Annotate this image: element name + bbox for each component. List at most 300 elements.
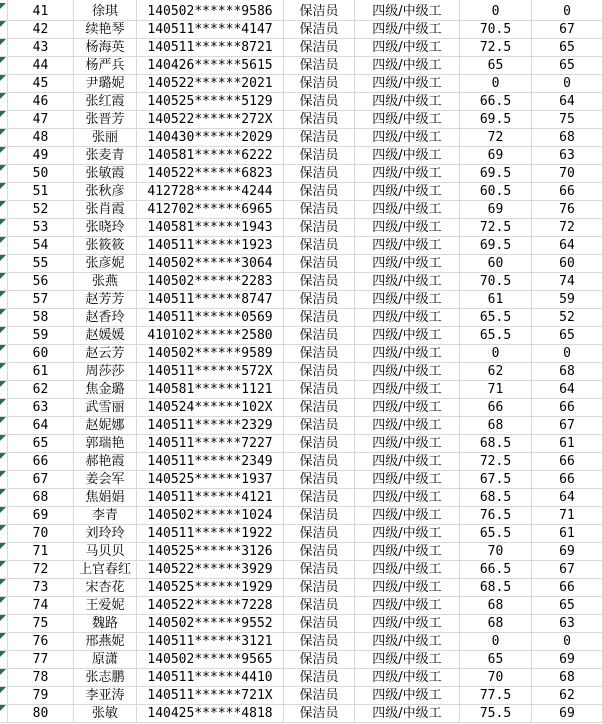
cell-serial-number[interactable]: 52 — [8, 201, 74, 219]
cell-indicator[interactable] — [0, 39, 8, 57]
cell-score-2[interactable]: 0 — [532, 345, 603, 363]
cell-name[interactable]: 原潇 — [74, 651, 137, 669]
cell-name[interactable]: 郝艳霞 — [74, 453, 137, 471]
cell-id-number[interactable]: 140522******7228 — [137, 597, 284, 615]
cell-skill-level[interactable]: 四级/中级工 — [355, 3, 460, 21]
cell-job[interactable]: 保洁员 — [284, 75, 355, 93]
cell-job[interactable]: 保洁员 — [284, 183, 355, 201]
cell-score-1[interactable]: 62 — [460, 363, 532, 381]
cell-id-number[interactable]: 140511******8721 — [137, 39, 284, 57]
cell-indicator[interactable] — [0, 489, 8, 507]
cell-serial-number[interactable]: 78 — [8, 669, 74, 687]
cell-serial-number[interactable]: 42 — [8, 21, 74, 39]
cell-name[interactable]: 徐琪 — [74, 3, 137, 21]
cell-job[interactable]: 保洁员 — [284, 597, 355, 615]
cell-score-1[interactable]: 66.5 — [460, 561, 532, 579]
cell-name[interactable]: 续艳琴 — [74, 21, 137, 39]
cell-name[interactable]: 武雪丽 — [74, 399, 137, 417]
cell-job[interactable]: 保洁员 — [284, 633, 355, 651]
cell-score-1[interactable]: 68.5 — [460, 435, 532, 453]
cell-serial-number[interactable]: 79 — [8, 687, 74, 705]
cell-job[interactable]: 保洁员 — [284, 309, 355, 327]
cell-score-2[interactable]: 72 — [532, 219, 603, 237]
cell-id-number[interactable]: 140511******4147 — [137, 21, 284, 39]
cell-id-number[interactable]: 140511******2329 — [137, 417, 284, 435]
cell-job[interactable]: 保洁员 — [284, 363, 355, 381]
cell-score-2[interactable]: 61 — [532, 525, 603, 543]
cell-score-1[interactable]: 70.5 — [460, 273, 532, 291]
cell-score-1[interactable]: 65 — [460, 651, 532, 669]
cell-indicator[interactable] — [0, 345, 8, 363]
cell-name[interactable]: 张敏 — [74, 705, 137, 723]
cell-skill-level[interactable]: 四级/中级工 — [355, 615, 460, 633]
cell-serial-number[interactable]: 51 — [8, 183, 74, 201]
cell-skill-level[interactable]: 四级/中级工 — [355, 669, 460, 687]
cell-score-2[interactable]: 68 — [532, 363, 603, 381]
cell-id-number[interactable]: 140426******5615 — [137, 57, 284, 75]
cell-id-number[interactable]: 140511******7227 — [137, 435, 284, 453]
cell-score-2[interactable]: 60 — [532, 255, 603, 273]
cell-indicator[interactable] — [0, 525, 8, 543]
cell-serial-number[interactable]: 49 — [8, 147, 74, 165]
cell-name[interactable]: 张肖霞 — [74, 201, 137, 219]
cell-score-2[interactable]: 63 — [532, 615, 603, 633]
cell-indicator[interactable] — [0, 237, 8, 255]
cell-serial-number[interactable]: 63 — [8, 399, 74, 417]
cell-skill-level[interactable]: 四级/中级工 — [355, 237, 460, 255]
cell-name[interactable]: 张敏霞 — [74, 165, 137, 183]
cell-skill-level[interactable]: 四级/中级工 — [355, 165, 460, 183]
cell-indicator[interactable] — [0, 561, 8, 579]
cell-skill-level[interactable]: 四级/中级工 — [355, 21, 460, 39]
cell-name[interactable]: 焦娟娟 — [74, 489, 137, 507]
cell-serial-number[interactable]: 73 — [8, 579, 74, 597]
cell-indicator[interactable] — [0, 165, 8, 183]
cell-score-1[interactable]: 69.5 — [460, 165, 532, 183]
cell-name[interactable]: 张红霞 — [74, 93, 137, 111]
cell-id-number[interactable]: 140502******2283 — [137, 273, 284, 291]
cell-name[interactable]: 张晓玲 — [74, 219, 137, 237]
cell-job[interactable]: 保洁员 — [284, 93, 355, 111]
cell-score-2[interactable]: 75 — [532, 111, 603, 129]
cell-score-1[interactable]: 71 — [460, 381, 532, 399]
cell-score-2[interactable]: 69 — [532, 543, 603, 561]
cell-score-2[interactable]: 0 — [532, 75, 603, 93]
cell-serial-number[interactable]: 62 — [8, 381, 74, 399]
cell-id-number[interactable]: 140502******9589 — [137, 345, 284, 363]
cell-job[interactable]: 保洁员 — [284, 579, 355, 597]
cell-job[interactable]: 保洁员 — [284, 417, 355, 435]
cell-serial-number[interactable]: 65 — [8, 435, 74, 453]
cell-score-2[interactable]: 65 — [532, 57, 603, 75]
cell-id-number[interactable]: 140502******1024 — [137, 507, 284, 525]
cell-name[interactable]: 杨严兵 — [74, 57, 137, 75]
cell-id-number[interactable]: 140525******5129 — [137, 93, 284, 111]
cell-indicator[interactable] — [0, 93, 8, 111]
cell-job[interactable]: 保洁员 — [284, 165, 355, 183]
cell-indicator[interactable] — [0, 309, 8, 327]
cell-indicator[interactable] — [0, 507, 8, 525]
cell-name[interactable]: 张筱筱 — [74, 237, 137, 255]
cell-id-number[interactable]: 140502******9552 — [137, 615, 284, 633]
cell-indicator[interactable] — [0, 615, 8, 633]
cell-indicator[interactable] — [0, 435, 8, 453]
cell-job[interactable]: 保洁员 — [284, 561, 355, 579]
cell-indicator[interactable] — [0, 597, 8, 615]
cell-job[interactable]: 保洁员 — [284, 111, 355, 129]
cell-score-2[interactable]: 64 — [532, 237, 603, 255]
cell-score-2[interactable]: 64 — [532, 93, 603, 111]
cell-score-2[interactable]: 74 — [532, 273, 603, 291]
cell-id-number[interactable]: 140525******1929 — [137, 579, 284, 597]
cell-indicator[interactable] — [0, 75, 8, 93]
cell-name[interactable]: 赵香玲 — [74, 309, 137, 327]
cell-score-1[interactable]: 0 — [460, 633, 532, 651]
cell-indicator[interactable] — [0, 273, 8, 291]
cell-score-1[interactable]: 65.5 — [460, 327, 532, 345]
cell-indicator[interactable] — [0, 129, 8, 147]
cell-indicator[interactable] — [0, 705, 8, 723]
cell-id-number[interactable]: 140511******0569 — [137, 309, 284, 327]
cell-indicator[interactable] — [0, 633, 8, 651]
cell-serial-number[interactable]: 75 — [8, 615, 74, 633]
cell-name[interactable]: 杨海英 — [74, 39, 137, 57]
cell-job[interactable]: 保洁员 — [284, 543, 355, 561]
cell-serial-number[interactable]: 64 — [8, 417, 74, 435]
cell-id-number[interactable]: 140522******272X — [137, 111, 284, 129]
cell-skill-level[interactable]: 四级/中级工 — [355, 381, 460, 399]
cell-name[interactable]: 张麦青 — [74, 147, 137, 165]
cell-serial-number[interactable]: 41 — [8, 3, 74, 21]
cell-score-2[interactable]: 0 — [532, 3, 603, 21]
cell-score-2[interactable]: 62 — [532, 687, 603, 705]
cell-score-2[interactable]: 65 — [532, 327, 603, 345]
cell-indicator[interactable] — [0, 291, 8, 309]
cell-id-number[interactable]: 140511******4410 — [137, 669, 284, 687]
cell-name[interactable]: 李亚涛 — [74, 687, 137, 705]
cell-skill-level[interactable]: 四级/中级工 — [355, 273, 460, 291]
cell-name[interactable]: 周莎莎 — [74, 363, 137, 381]
cell-serial-number[interactable]: 76 — [8, 633, 74, 651]
cell-skill-level[interactable]: 四级/中级工 — [355, 129, 460, 147]
cell-score-1[interactable]: 77.5 — [460, 687, 532, 705]
cell-name[interactable]: 姜会军 — [74, 471, 137, 489]
cell-id-number[interactable]: 140425******4818 — [137, 705, 284, 723]
cell-id-number[interactable]: 140430******2029 — [137, 129, 284, 147]
cell-score-1[interactable]: 72.5 — [460, 453, 532, 471]
cell-serial-number[interactable]: 74 — [8, 597, 74, 615]
cell-job[interactable]: 保洁员 — [284, 291, 355, 309]
cell-score-1[interactable]: 65.5 — [460, 309, 532, 327]
cell-job[interactable]: 保洁员 — [284, 507, 355, 525]
cell-indicator[interactable] — [0, 147, 8, 165]
cell-skill-level[interactable]: 四级/中级工 — [355, 525, 460, 543]
cell-indicator[interactable] — [0, 255, 8, 273]
cell-skill-level[interactable]: 四级/中级工 — [355, 543, 460, 561]
cell-score-2[interactable]: 69 — [532, 705, 603, 723]
cell-skill-level[interactable]: 四级/中级工 — [355, 309, 460, 327]
cell-indicator[interactable] — [0, 453, 8, 471]
cell-serial-number[interactable]: 80 — [8, 705, 74, 723]
cell-indicator[interactable] — [0, 201, 8, 219]
cell-id-number[interactable]: 140581******1943 — [137, 219, 284, 237]
cell-score-2[interactable]: 64 — [532, 381, 603, 399]
cell-score-1[interactable]: 68 — [460, 417, 532, 435]
cell-job[interactable]: 保洁员 — [284, 255, 355, 273]
cell-skill-level[interactable]: 四级/中级工 — [355, 399, 460, 417]
cell-serial-number[interactable]: 47 — [8, 111, 74, 129]
cell-job[interactable]: 保洁员 — [284, 471, 355, 489]
cell-job[interactable]: 保洁员 — [284, 399, 355, 417]
cell-id-number[interactable]: 140522******3929 — [137, 561, 284, 579]
cell-serial-number[interactable]: 67 — [8, 471, 74, 489]
cell-job[interactable]: 保洁员 — [284, 345, 355, 363]
cell-name[interactable]: 张志鹏 — [74, 669, 137, 687]
cell-score-1[interactable]: 68 — [460, 597, 532, 615]
cell-serial-number[interactable]: 46 — [8, 93, 74, 111]
cell-name[interactable]: 张燕 — [74, 273, 137, 291]
cell-name[interactable]: 赵云芳 — [74, 345, 137, 363]
cell-skill-level[interactable]: 四级/中级工 — [355, 147, 460, 165]
cell-job[interactable]: 保洁员 — [284, 705, 355, 723]
cell-score-1[interactable]: 68.5 — [460, 579, 532, 597]
cell-id-number[interactable]: 410102******2580 — [137, 327, 284, 345]
cell-name[interactable]: 张秋彦 — [74, 183, 137, 201]
cell-serial-number[interactable]: 61 — [8, 363, 74, 381]
cell-score-2[interactable]: 63 — [532, 147, 603, 165]
cell-id-number[interactable]: 140511******8747 — [137, 291, 284, 309]
cell-job[interactable]: 保洁员 — [284, 39, 355, 57]
cell-serial-number[interactable]: 59 — [8, 327, 74, 345]
cell-score-1[interactable]: 69.5 — [460, 111, 532, 129]
cell-score-2[interactable]: 68 — [532, 129, 603, 147]
cell-score-1[interactable]: 70 — [460, 669, 532, 687]
cell-score-2[interactable]: 64 — [532, 489, 603, 507]
cell-score-1[interactable]: 70 — [460, 543, 532, 561]
cell-serial-number[interactable]: 53 — [8, 219, 74, 237]
cell-serial-number[interactable]: 60 — [8, 345, 74, 363]
cell-serial-number[interactable]: 69 — [8, 507, 74, 525]
cell-score-2[interactable]: 68 — [532, 669, 603, 687]
cell-skill-level[interactable]: 四级/中级工 — [355, 93, 460, 111]
cell-job[interactable]: 保洁员 — [284, 381, 355, 399]
cell-serial-number[interactable]: 43 — [8, 39, 74, 57]
cell-score-2[interactable]: 61 — [532, 435, 603, 453]
cell-score-1[interactable]: 0 — [460, 75, 532, 93]
cell-job[interactable]: 保洁员 — [284, 147, 355, 165]
cell-serial-number[interactable]: 72 — [8, 561, 74, 579]
cell-job[interactable]: 保洁员 — [284, 219, 355, 237]
cell-name[interactable]: 上官春红 — [74, 561, 137, 579]
cell-name[interactable]: 尹璐妮 — [74, 75, 137, 93]
cell-score-2[interactable]: 65 — [532, 597, 603, 615]
cell-score-1[interactable]: 60 — [460, 255, 532, 273]
cell-serial-number[interactable]: 58 — [8, 309, 74, 327]
cell-job[interactable]: 保洁员 — [284, 57, 355, 75]
cell-indicator[interactable] — [0, 21, 8, 39]
cell-score-1[interactable]: 0 — [460, 3, 532, 21]
cell-serial-number[interactable]: 45 — [8, 75, 74, 93]
cell-score-2[interactable]: 59 — [532, 291, 603, 309]
cell-job[interactable]: 保洁员 — [284, 21, 355, 39]
cell-id-number[interactable]: 412702******6965 — [137, 201, 284, 219]
cell-name[interactable]: 马贝贝 — [74, 543, 137, 561]
cell-score-2[interactable]: 67 — [532, 561, 603, 579]
cell-id-number[interactable]: 140511******572X — [137, 363, 284, 381]
cell-name[interactable]: 张彦妮 — [74, 255, 137, 273]
cell-id-number[interactable]: 140511******1923 — [137, 237, 284, 255]
cell-serial-number[interactable]: 56 — [8, 273, 74, 291]
cell-score-2[interactable]: 69 — [532, 651, 603, 669]
cell-id-number[interactable]: 140522******2021 — [137, 75, 284, 93]
cell-score-1[interactable]: 69 — [460, 201, 532, 219]
cell-indicator[interactable] — [0, 579, 8, 597]
cell-serial-number[interactable]: 44 — [8, 57, 74, 75]
cell-score-1[interactable]: 72.5 — [460, 219, 532, 237]
cell-name[interactable]: 张丽 — [74, 129, 137, 147]
cell-score-1[interactable]: 60.5 — [460, 183, 532, 201]
cell-job[interactable]: 保洁员 — [284, 129, 355, 147]
cell-name[interactable]: 焦金璐 — [74, 381, 137, 399]
cell-skill-level[interactable]: 四级/中级工 — [355, 255, 460, 273]
cell-score-1[interactable]: 76.5 — [460, 507, 532, 525]
cell-job[interactable]: 保洁员 — [284, 435, 355, 453]
cell-job[interactable]: 保洁员 — [284, 327, 355, 345]
cell-skill-level[interactable]: 四级/中级工 — [355, 687, 460, 705]
cell-name[interactable]: 郭瑞艳 — [74, 435, 137, 453]
cell-skill-level[interactable]: 四级/中级工 — [355, 327, 460, 345]
cell-job[interactable]: 保洁员 — [284, 669, 355, 687]
cell-score-2[interactable]: 65 — [532, 39, 603, 57]
cell-skill-level[interactable]: 四级/中级工 — [355, 345, 460, 363]
cell-skill-level[interactable]: 四级/中级工 — [355, 561, 460, 579]
cell-id-number[interactable]: 140502******3064 — [137, 255, 284, 273]
cell-serial-number[interactable]: 50 — [8, 165, 74, 183]
cell-indicator[interactable] — [0, 399, 8, 417]
cell-score-1[interactable]: 67.5 — [460, 471, 532, 489]
cell-skill-level[interactable]: 四级/中级工 — [355, 579, 460, 597]
cell-name[interactable]: 邢燕妮 — [74, 633, 137, 651]
cell-skill-level[interactable]: 四级/中级工 — [355, 417, 460, 435]
cell-score-1[interactable]: 68.5 — [460, 489, 532, 507]
cell-job[interactable]: 保洁员 — [284, 525, 355, 543]
cell-name[interactable]: 张晋芳 — [74, 111, 137, 129]
cell-skill-level[interactable]: 四级/中级工 — [355, 201, 460, 219]
cell-id-number[interactable]: 140525******3126 — [137, 543, 284, 561]
cell-indicator[interactable] — [0, 543, 8, 561]
cell-score-2[interactable]: 70 — [532, 165, 603, 183]
cell-name[interactable]: 宋杏花 — [74, 579, 137, 597]
cell-skill-level[interactable]: 四级/中级工 — [355, 219, 460, 237]
cell-id-number[interactable]: 140502******9586 — [137, 3, 284, 21]
cell-skill-level[interactable]: 四级/中级工 — [355, 183, 460, 201]
cell-indicator[interactable] — [0, 651, 8, 669]
cell-skill-level[interactable]: 四级/中级工 — [355, 705, 460, 723]
cell-name[interactable]: 赵妮娜 — [74, 417, 137, 435]
cell-score-1[interactable]: 65 — [460, 57, 532, 75]
cell-id-number[interactable]: 140511******1922 — [137, 525, 284, 543]
cell-name[interactable]: 李青 — [74, 507, 137, 525]
cell-skill-level[interactable]: 四级/中级工 — [355, 633, 460, 651]
cell-name[interactable]: 赵媛媛 — [74, 327, 137, 345]
cell-serial-number[interactable]: 55 — [8, 255, 74, 273]
cell-serial-number[interactable]: 70 — [8, 525, 74, 543]
cell-score-1[interactable]: 69.5 — [460, 237, 532, 255]
cell-id-number[interactable]: 140581******1121 — [137, 381, 284, 399]
cell-skill-level[interactable]: 四级/中级工 — [355, 111, 460, 129]
cell-id-number[interactable]: 140525******1937 — [137, 471, 284, 489]
cell-indicator[interactable] — [0, 111, 8, 129]
cell-score-2[interactable]: 71 — [532, 507, 603, 525]
cell-skill-level[interactable]: 四级/中级工 — [355, 363, 460, 381]
cell-name[interactable]: 魏路 — [74, 615, 137, 633]
cell-serial-number[interactable]: 54 — [8, 237, 74, 255]
cell-score-2[interactable]: 67 — [532, 417, 603, 435]
cell-serial-number[interactable]: 71 — [8, 543, 74, 561]
cell-score-2[interactable]: 66 — [532, 471, 603, 489]
cell-job[interactable]: 保洁员 — [284, 687, 355, 705]
cell-id-number[interactable]: 140522******6823 — [137, 165, 284, 183]
cell-indicator[interactable] — [0, 3, 8, 21]
cell-id-number[interactable]: 140581******6222 — [137, 147, 284, 165]
cell-job[interactable]: 保洁员 — [284, 273, 355, 291]
cell-id-number[interactable]: 140511******3121 — [137, 633, 284, 651]
cell-score-1[interactable]: 72 — [460, 129, 532, 147]
cell-serial-number[interactable]: 68 — [8, 489, 74, 507]
cell-skill-level[interactable]: 四级/中级工 — [355, 39, 460, 57]
cell-score-1[interactable]: 69 — [460, 147, 532, 165]
cell-indicator[interactable] — [0, 363, 8, 381]
cell-score-1[interactable]: 0 — [460, 345, 532, 363]
cell-id-number[interactable]: 412728******4244 — [137, 183, 284, 201]
cell-score-1[interactable]: 75.5 — [460, 705, 532, 723]
cell-indicator[interactable] — [0, 381, 8, 399]
cell-job[interactable]: 保洁员 — [284, 651, 355, 669]
cell-skill-level[interactable]: 四级/中级工 — [355, 507, 460, 525]
cell-score-2[interactable]: 67 — [532, 21, 603, 39]
cell-skill-level[interactable]: 四级/中级工 — [355, 291, 460, 309]
cell-score-1[interactable]: 68 — [460, 615, 532, 633]
cell-job[interactable]: 保洁员 — [284, 453, 355, 471]
cell-skill-level[interactable]: 四级/中级工 — [355, 651, 460, 669]
cell-skill-level[interactable]: 四级/中级工 — [355, 489, 460, 507]
cell-indicator[interactable] — [0, 471, 8, 489]
cell-skill-level[interactable]: 四级/中级工 — [355, 597, 460, 615]
cell-serial-number[interactable]: 77 — [8, 651, 74, 669]
cell-indicator[interactable] — [0, 327, 8, 345]
cell-name[interactable]: 赵芳芳 — [74, 291, 137, 309]
cell-job[interactable]: 保洁员 — [284, 615, 355, 633]
cell-score-2[interactable]: 76 — [532, 201, 603, 219]
cell-job[interactable]: 保洁员 — [284, 3, 355, 21]
cell-score-2[interactable]: 0 — [532, 633, 603, 651]
cell-skill-level[interactable]: 四级/中级工 — [355, 471, 460, 489]
cell-id-number[interactable]: 140511******721X — [137, 687, 284, 705]
cell-score-1[interactable]: 61 — [460, 291, 532, 309]
cell-indicator[interactable] — [0, 669, 8, 687]
cell-indicator[interactable] — [0, 687, 8, 705]
cell-score-1[interactable]: 72.5 — [460, 39, 532, 57]
cell-score-2[interactable]: 66 — [532, 453, 603, 471]
cell-serial-number[interactable]: 57 — [8, 291, 74, 309]
cell-score-2[interactable]: 66 — [532, 399, 603, 417]
cell-score-2[interactable]: 52 — [532, 309, 603, 327]
cell-skill-level[interactable]: 四级/中级工 — [355, 435, 460, 453]
cell-serial-number[interactable]: 48 — [8, 129, 74, 147]
cell-score-2[interactable]: 66 — [532, 183, 603, 201]
cell-indicator[interactable] — [0, 417, 8, 435]
cell-score-1[interactable]: 70.5 — [460, 21, 532, 39]
